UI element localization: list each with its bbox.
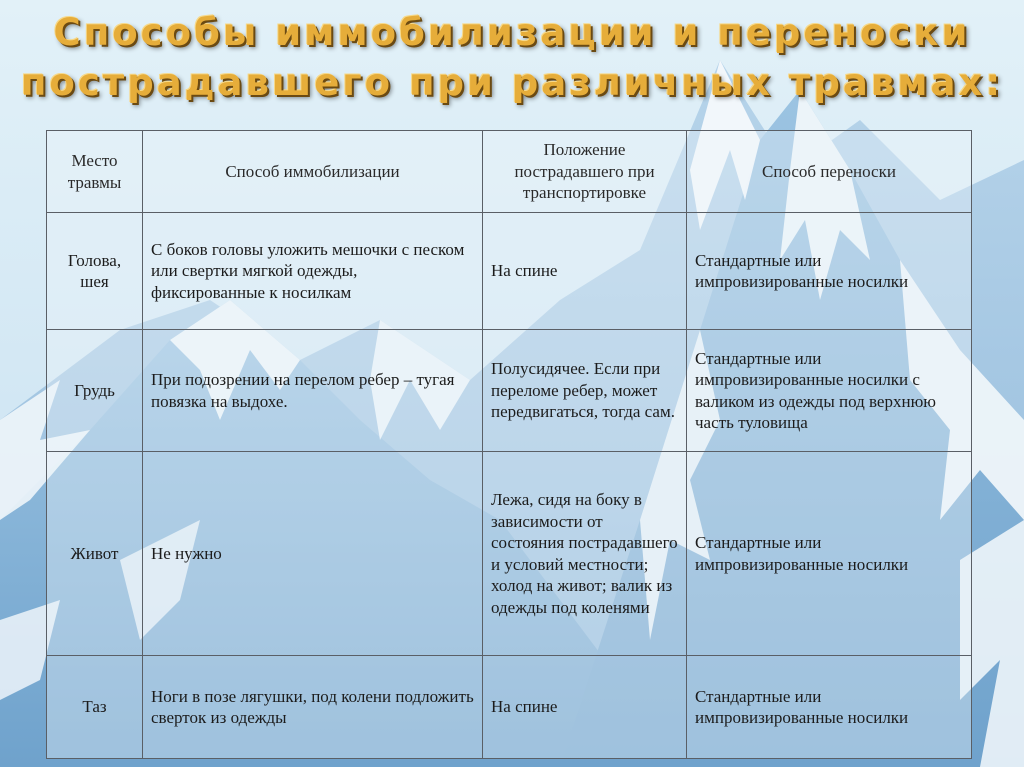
cell-place: Голова, шея <box>47 213 143 330</box>
table-header-row <box>47 131 972 213</box>
cell-place: Таз <box>47 656 143 759</box>
cell-position: Полусидячее. Если при переломе ребер, может передвигаться, тогда сам. <box>483 330 687 452</box>
cell-carrying: Стандартные или импровизированные носилки <box>687 452 972 656</box>
cell-place: Грудь <box>47 330 143 452</box>
slide-title-line1: Способы иммобилизации и переноски <box>53 11 971 54</box>
table-row <box>47 330 972 452</box>
cell-place: Живот <box>47 452 143 656</box>
cell-immobilization: При подозрении на перелом ребер – тугая повязка на выдохе. <box>143 330 483 452</box>
header-place: Место травмы <box>47 131 143 213</box>
cell-position: На спине <box>483 656 687 759</box>
slide-title <box>0 8 1024 108</box>
header-immobilization: Способ иммобилизации <box>143 131 483 213</box>
table-row <box>47 452 972 656</box>
immobilization-table <box>46 130 972 759</box>
header-position: Положение пострадавшего при транспортировке <box>483 131 687 213</box>
header-carrying: Способ переноски <box>687 131 972 213</box>
cell-position: Лежа, сидя на боку в зависимости от состояния пострадавшего и условий местности; холод на живот; валик из одежды под коленями <box>483 452 687 656</box>
cell-immobilization: Не нужно <box>143 452 483 656</box>
cell-position: На спине <box>483 213 687 330</box>
cell-carrying: Стандартные или импровизированные носилки с валиком из одежды под верхнюю часть туловища <box>687 330 972 452</box>
table-row <box>47 656 972 759</box>
cell-carrying: Стандартные или импровизированные носилки <box>687 213 972 330</box>
cell-immobilization: Ноги в позе лягушки, под колени подложить сверток из одежды <box>143 656 483 759</box>
table-row <box>47 213 972 330</box>
slide-title-line2: пострадавшего при различных травмах: <box>20 61 1004 104</box>
cell-carrying: Стандартные или импровизированные носилки <box>687 656 972 759</box>
cell-immobilization: С боков головы уложить мешочки с песком или свертки мягкой одежды, фиксированные к носилкам <box>143 213 483 330</box>
